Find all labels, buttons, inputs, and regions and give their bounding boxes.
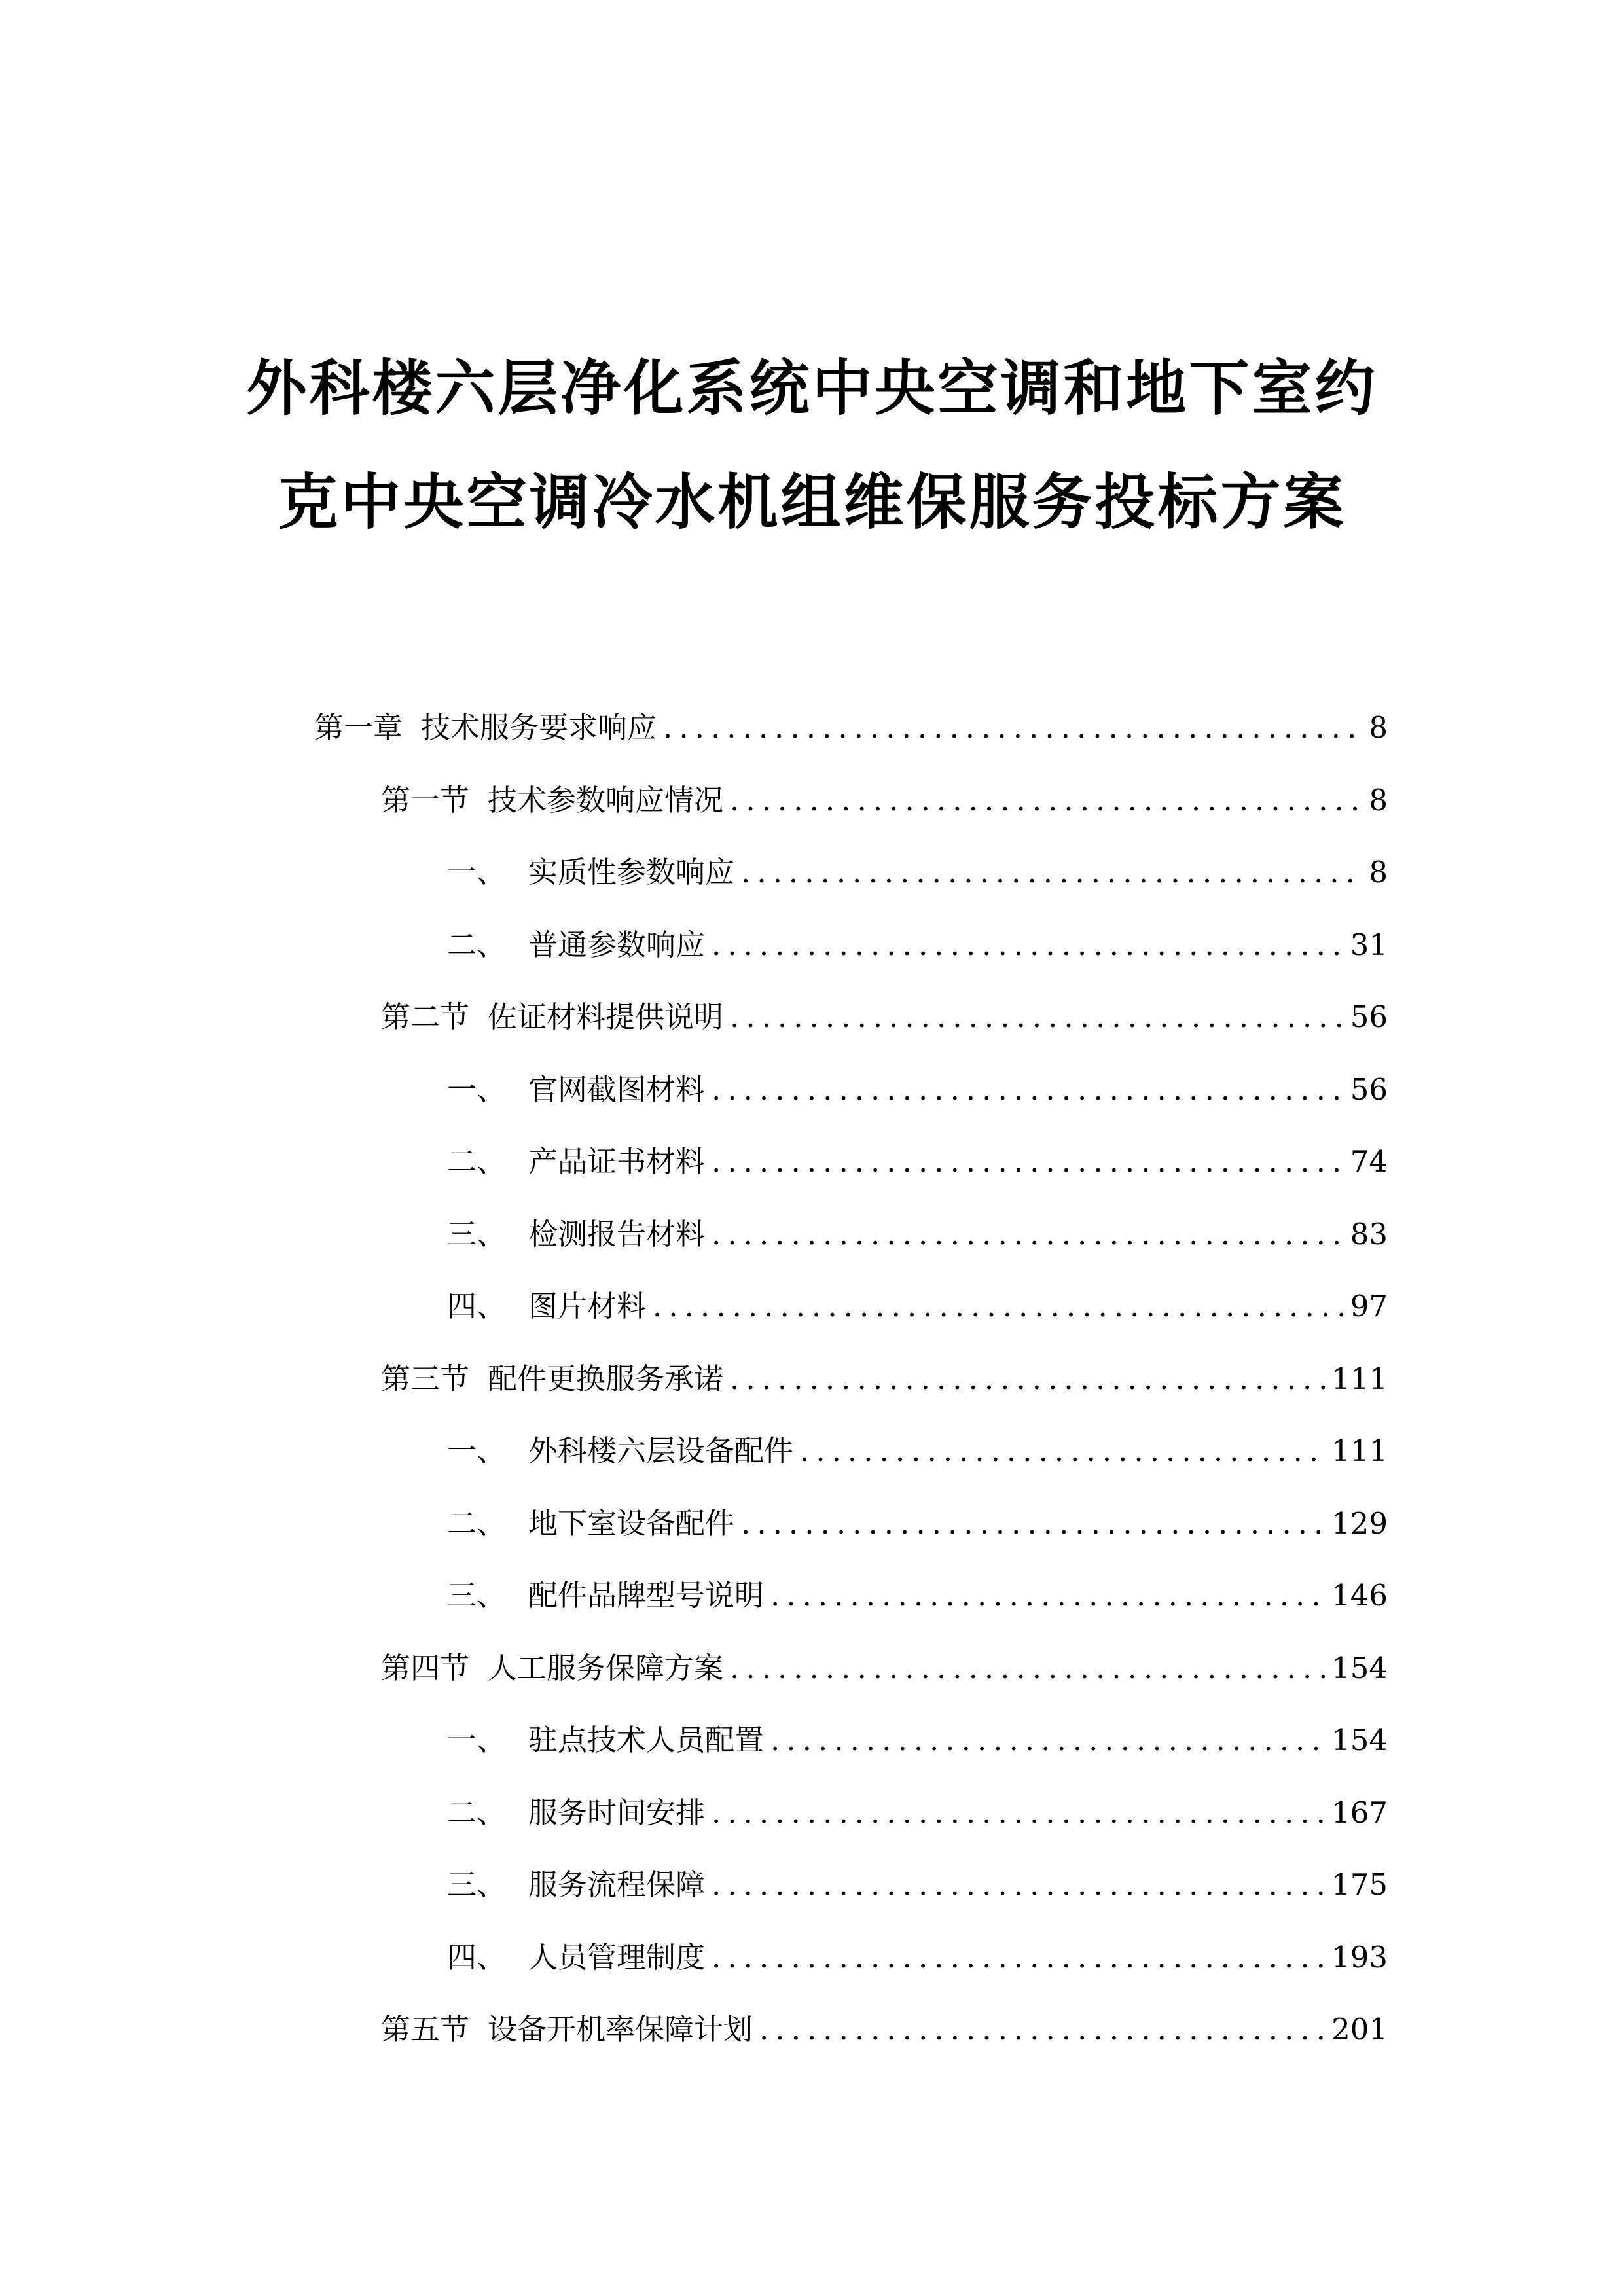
toc-entry-page: 8 [1369, 782, 1388, 817]
table-of-contents [314, 704, 1388, 2078]
toc-dot-leader [730, 1651, 1325, 1685]
toc-entry-number: 一、 [447, 1433, 507, 1468]
toc-entry[interactable] [314, 848, 1388, 921]
toc-entry-page: 175 [1331, 1867, 1388, 1902]
toc-entry-number: 一、 [447, 1723, 507, 1757]
toc-entry-page: 111 [1331, 1433, 1388, 1468]
toc-entry[interactable] [314, 1499, 1388, 1572]
toc-entry-number: 第四节 [381, 1650, 470, 1685]
toc-entry-number: 二、 [447, 927, 507, 962]
toc-dot-leader [730, 1361, 1325, 1396]
toc-entry[interactable] [314, 1066, 1388, 1138]
toc-entry-page: 56 [1350, 999, 1388, 1034]
toc-dot-leader [800, 1433, 1325, 1468]
toc-entry-page: 167 [1331, 1795, 1388, 1830]
toc-entry-title: 人工服务保障方案 [488, 1650, 724, 1685]
toc-entry[interactable] [314, 1427, 1388, 1499]
toc-entry-title: 地下室设备配件 [528, 1505, 735, 1541]
toc-dot-leader [770, 1578, 1325, 1613]
toc-entry[interactable] [314, 1644, 1388, 1717]
toc-dot-leader [741, 855, 1362, 889]
toc-entry[interactable] [314, 993, 1388, 1066]
toc-entry-title: 技术参数响应情况 [488, 782, 724, 817]
toc-entry-page: 8 [1369, 710, 1388, 745]
toc-entry-number: 第三节 [381, 1361, 470, 1396]
toc-entry-number: 二、 [447, 1505, 507, 1541]
toc-entry-title: 官网截图材料 [528, 1071, 706, 1107]
toc-entry-page: 111 [1331, 1361, 1388, 1396]
toc-entry[interactable] [314, 2005, 1388, 2078]
document-title-line-2: 克中央空调冷水机组维保服务投标方案 [278, 467, 1346, 537]
toc-entry-number: 第一章 [314, 710, 403, 745]
toc-entry-number: 二、 [447, 1144, 507, 1179]
toc-entry-number: 三、 [447, 1867, 507, 1902]
toc-entry-title: 产品证书材料 [528, 1144, 706, 1179]
toc-entry-page: 97 [1350, 1289, 1388, 1323]
toc-entry-number: 四、 [447, 1289, 507, 1323]
toc-entry[interactable] [314, 1282, 1388, 1355]
toc-entry[interactable] [314, 704, 1388, 776]
toc-entry-number: 四、 [447, 1939, 507, 1975]
toc-entry-page: 74 [1350, 1144, 1388, 1179]
toc-entry[interactable] [314, 1355, 1388, 1427]
document-title-line-1: 外科楼六层净化系统中央空调和地下室约 [246, 353, 1378, 423]
toc-entry-title: 实质性参数响应 [528, 855, 735, 889]
toc-dot-leader [759, 2012, 1325, 2047]
toc-entry-number: 第一节 [381, 782, 470, 817]
toc-entry-page: 146 [1331, 1578, 1388, 1613]
toc-entry-number: 三、 [447, 1216, 507, 1251]
toc-entry-title: 佐证材料提供说明 [488, 999, 724, 1034]
toc-dot-leader [712, 1867, 1325, 1902]
toc-dot-leader [653, 1289, 1344, 1323]
toc-entry-title: 技术服务要求响应 [421, 710, 657, 745]
toc-entry[interactable] [314, 1933, 1388, 2006]
toc-entry[interactable] [314, 1789, 1388, 1861]
toc-entry-number: 二、 [447, 1795, 507, 1830]
toc-entry-page: 8 [1369, 855, 1388, 889]
toc-entry-title: 配件品牌型号说明 [528, 1578, 765, 1613]
toc-entry-number: 第二节 [381, 999, 470, 1034]
toc-dot-leader [730, 999, 1344, 1034]
toc-entry[interactable] [314, 1716, 1388, 1789]
toc-dot-leader [712, 1217, 1344, 1251]
toc-entry-page: 129 [1331, 1505, 1388, 1541]
toc-entry-page: 201 [1331, 2012, 1388, 2047]
toc-dot-leader [712, 1795, 1325, 1830]
toc-dot-leader [712, 1940, 1325, 1975]
toc-entry[interactable] [314, 1861, 1388, 1933]
toc-dot-leader [730, 783, 1362, 817]
toc-entry-title: 外科楼六层设备配件 [528, 1433, 794, 1468]
toc-dot-leader [712, 927, 1344, 962]
toc-entry-page: 154 [1331, 1723, 1388, 1757]
toc-entry[interactable] [314, 1210, 1388, 1283]
toc-entry-page: 56 [1350, 1071, 1388, 1107]
toc-entry-title: 服务流程保障 [528, 1867, 706, 1902]
toc-entry-number: 第五节 [381, 2012, 470, 2047]
toc-dot-leader [741, 1506, 1325, 1541]
toc-entry-page: 31 [1350, 927, 1388, 962]
toc-entry-page: 154 [1331, 1650, 1388, 1685]
toc-entry-title: 配件更换服务承诺 [488, 1361, 724, 1396]
toc-dot-leader [770, 1723, 1325, 1757]
toc-entry[interactable] [314, 776, 1388, 849]
toc-entry-title: 服务时间安排 [528, 1795, 706, 1830]
toc-entry-title: 普通参数响应 [528, 927, 706, 962]
toc-entry-title: 驻点技术人员配置 [528, 1723, 765, 1757]
toc-entry-title: 检测报告材料 [528, 1216, 706, 1251]
toc-dot-leader [712, 1144, 1344, 1179]
toc-entry-page: 193 [1331, 1939, 1388, 1975]
toc-entry-number: 三、 [447, 1578, 507, 1613]
toc-entry-title: 图片材料 [528, 1289, 647, 1323]
toc-dot-leader [712, 1072, 1344, 1107]
toc-entry[interactable] [314, 921, 1388, 994]
toc-entry[interactable] [314, 1571, 1388, 1644]
toc-entry-title: 设备开机率保障计划 [488, 2012, 753, 2047]
toc-entry-number: 一、 [447, 1071, 507, 1107]
toc-dot-leader [663, 710, 1362, 745]
toc-entry-title: 人员管理制度 [528, 1939, 706, 1975]
toc-entry[interactable] [314, 1138, 1388, 1210]
toc-entry-page: 83 [1350, 1216, 1388, 1251]
toc-entry-number: 一、 [447, 855, 507, 889]
